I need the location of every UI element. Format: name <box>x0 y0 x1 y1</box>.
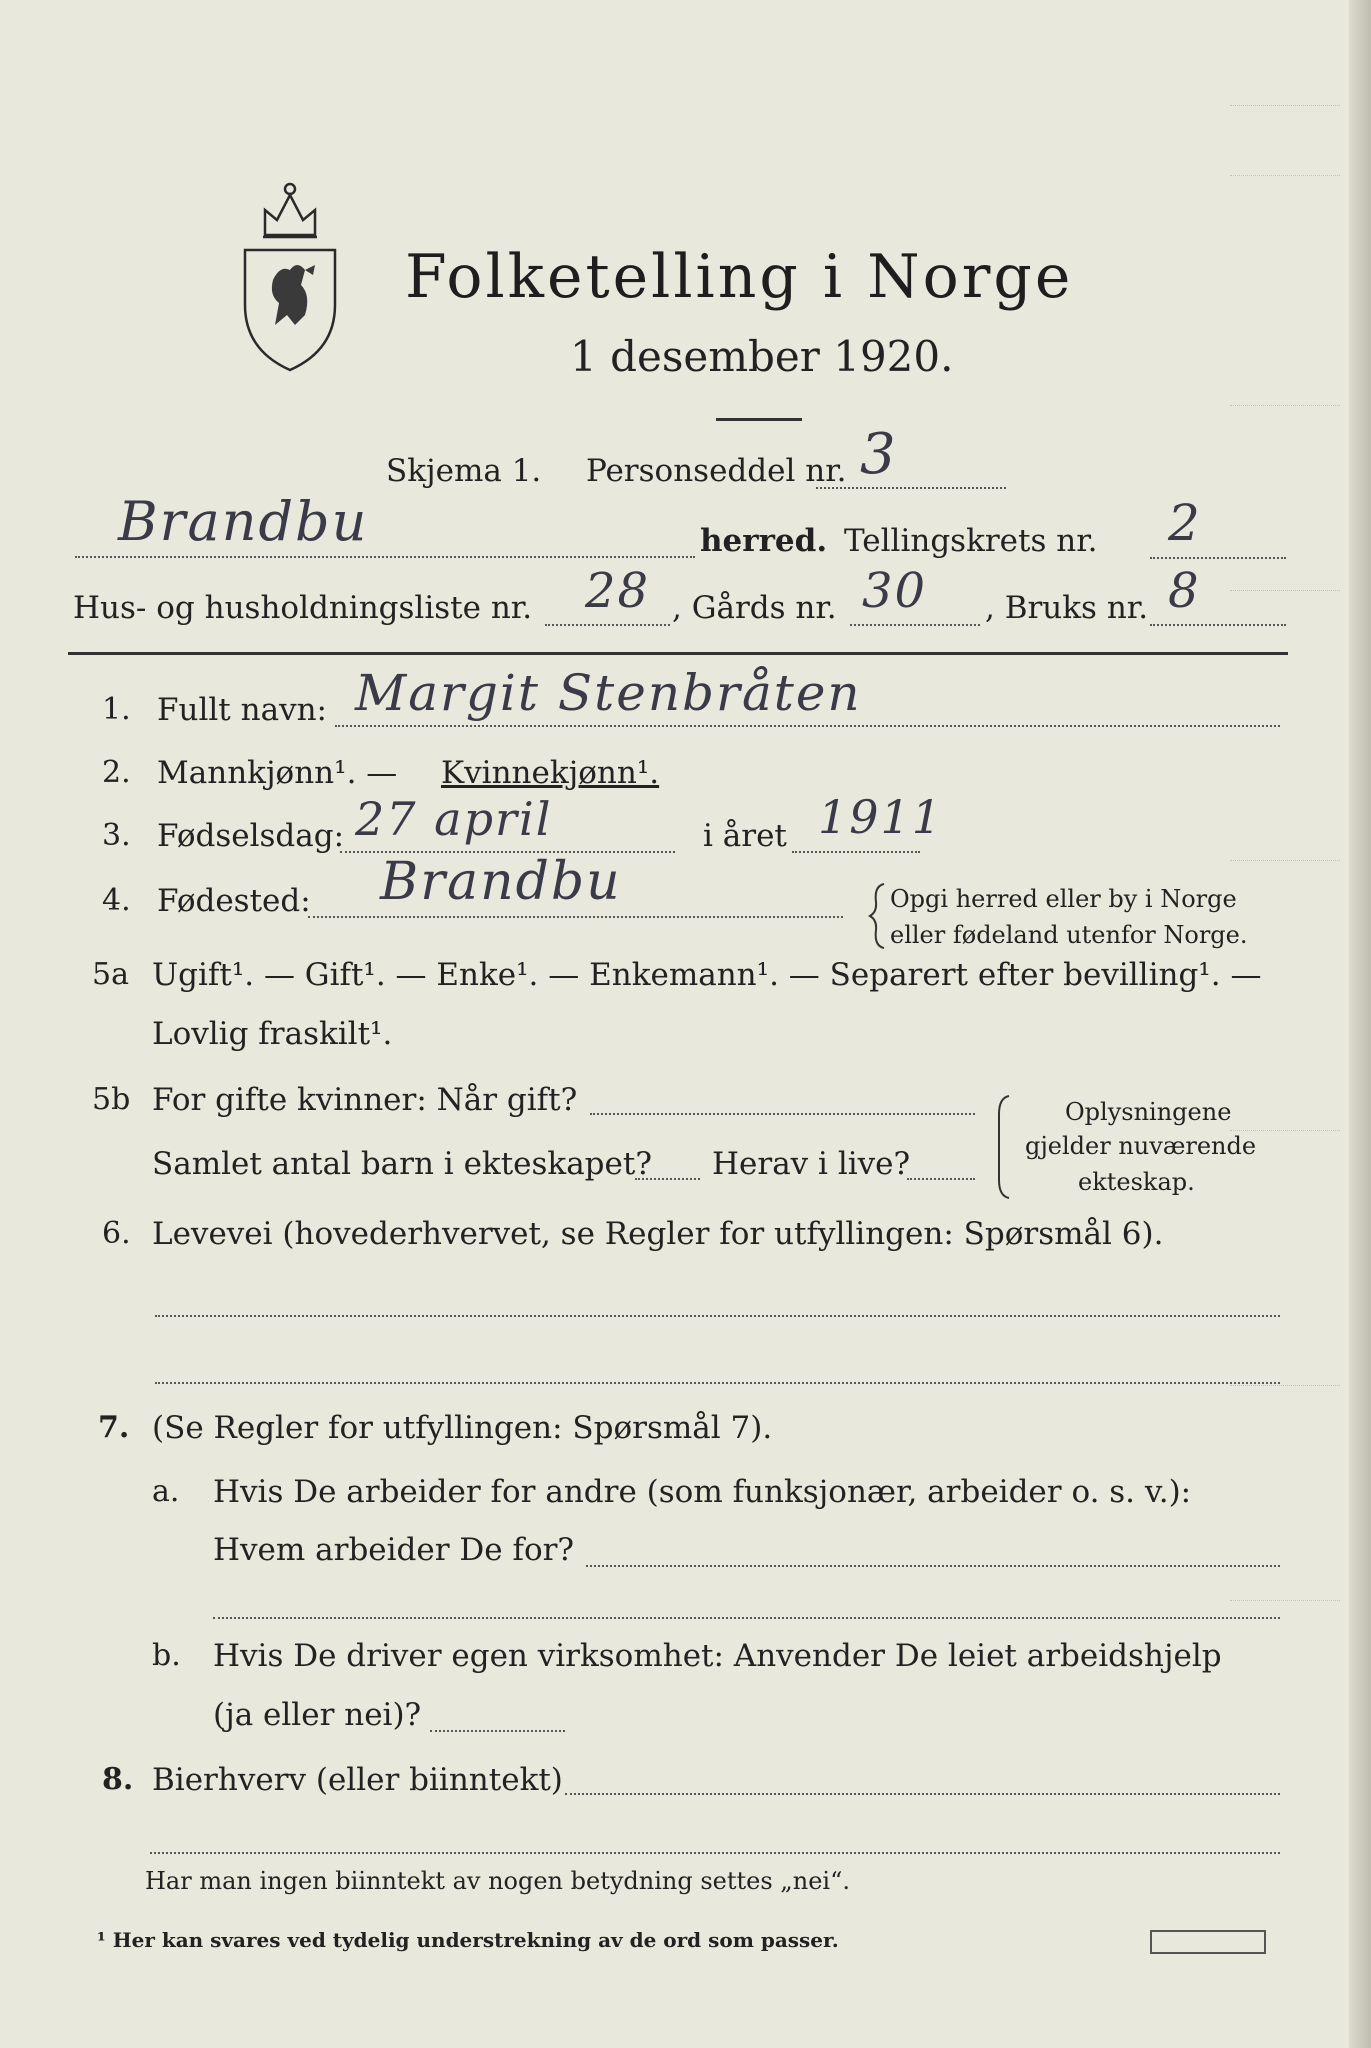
q8-number: 8. <box>102 1762 134 1797</box>
herred-value[interactable]: Brandbu <box>118 490 369 553</box>
q4-note-line1: Opgi herred eller by i Norge <box>890 885 1237 913</box>
q5b-note-line3: ekteskap. <box>1078 1168 1195 1196</box>
q7-number: 7. <box>98 1410 130 1445</box>
hus-value[interactable]: 28 <box>585 563 651 619</box>
q1-label: Fullt navn: <box>157 692 327 728</box>
q5a-line2: Lovlig fraskilt¹. <box>152 1016 393 1052</box>
bracket-icon <box>995 1094 1011 1200</box>
q8-line1[interactable] <box>565 1793 1280 1795</box>
form-date: 1 desember 1920. <box>570 332 954 381</box>
q7a-line[interactable] <box>586 1565 1280 1567</box>
tellingskrets-line <box>1150 557 1286 559</box>
q5a-line1: Ugift¹. — Gift¹. — Enke¹. — Enkemann¹. — Separert efter bevilling¹. — <box>152 957 1262 993</box>
q5b-children-line <box>635 1178 700 1180</box>
q6-line1[interactable] <box>155 1315 1280 1317</box>
hus-line <box>545 624 670 626</box>
q3-number: 3. <box>102 818 131 853</box>
q8-note: Har man ingen biinntekt av nogen betydning settes „nei“. <box>145 1867 850 1895</box>
q4-value[interactable]: Brandbu <box>380 852 622 912</box>
herred-label: herred. <box>700 523 828 559</box>
printer-stamp <box>1150 1930 1266 1954</box>
gards-line <box>850 624 980 626</box>
q7a-letter: a. <box>152 1474 180 1509</box>
q5b-line1: For gifte kvinner: Når gift? <box>152 1082 578 1118</box>
q4-line <box>308 916 843 918</box>
q7a-line1: Hvis De arbeider for andre (som funksjonær, arbeider o. s. v.): <box>213 1474 1192 1510</box>
q3-date-value[interactable]: 27 april <box>355 792 553 846</box>
q2-female-label[interactable]: Kvinnekjønn¹. <box>441 755 660 791</box>
q4-note-line2: eller fødeland utenfor Norge. <box>890 921 1248 949</box>
q8-label: Bierhverv (eller biinntekt) <box>152 1762 563 1798</box>
tellingskrets-value[interactable]: 2 <box>1168 494 1202 552</box>
footnote: ¹ Her kan svares ved tydelig understrekning av de ord som passer. <box>97 1928 839 1952</box>
q1-value[interactable]: Margit Stenbråten <box>355 664 862 722</box>
bruks-label: , Bruks nr. <box>985 590 1149 626</box>
q3-year-line <box>792 851 920 853</box>
q7b-letter: b. <box>152 1638 181 1673</box>
hus-label: Hus- og husholdningsliste nr. <box>73 590 533 626</box>
form-title: Folketelling i Norge <box>405 242 1074 312</box>
q5b-alive-line <box>907 1178 975 1180</box>
q7b-line1: Hvis De driver egen virksomhet: Anvender De leiet arbeidshjelp <box>213 1638 1222 1674</box>
personseddel-value[interactable]: 3 <box>860 422 898 487</box>
q2-male-label: Mannkjønn¹. — <box>157 755 398 791</box>
title-divider <box>716 418 802 421</box>
brace-icon <box>868 882 888 950</box>
header-divider <box>68 652 1288 655</box>
q7-label: (Se Regler for utfyllingen: Spørsmål 7). <box>152 1410 773 1446</box>
q6-label: Levevei (hovederhvervet, se Regler for utfyllingen: Spørsmål 6). <box>152 1216 1164 1252</box>
q5b-married-line <box>590 1113 975 1115</box>
q7b-line[interactable] <box>430 1730 565 1732</box>
tellingskrets-label: Tellingskrets nr. <box>844 523 1098 559</box>
q3-year-value[interactable]: 1911 <box>818 790 944 844</box>
q6-number: 6. <box>102 1216 131 1251</box>
q5b-note-line2: gjelder nuværende <box>1025 1132 1257 1160</box>
personseddel-label: Personseddel nr. <box>586 453 847 489</box>
q5b-number: 5b <box>92 1082 131 1117</box>
q1-line <box>335 725 1280 727</box>
q7a-line-extra[interactable] <box>213 1617 1280 1619</box>
q6-line2[interactable] <box>155 1382 1280 1384</box>
q5b-alive-label: Herav i live? <box>712 1146 911 1182</box>
q7a-line2: Hvem arbeider De for? <box>213 1532 575 1568</box>
q5b-note-line1: Oplysningene <box>1065 1098 1232 1126</box>
q1-number: 1. <box>102 692 131 727</box>
q2-number: 2. <box>102 755 131 790</box>
herred-line <box>75 556 695 558</box>
q4-number: 4. <box>102 883 131 918</box>
personseddel-line <box>816 487 1006 489</box>
schema-label: Skjema 1. <box>386 453 542 489</box>
bruks-value[interactable]: 8 <box>1168 563 1201 619</box>
q5a-number: 5a <box>92 957 129 992</box>
q8-line2[interactable] <box>150 1852 1280 1854</box>
q5b-children-label: Samlet antal barn i ekteskapet? <box>152 1146 652 1182</box>
q7b-line2: (ja eller nei)? <box>213 1697 422 1733</box>
q4-label: Fødested: <box>157 883 311 919</box>
gards-value[interactable]: 30 <box>862 563 928 619</box>
coat-of-arms-icon <box>235 175 345 375</box>
gards-label: , Gårds nr. <box>672 590 837 626</box>
q3-year-label: i året <box>703 818 787 854</box>
q3-label: Fødselsdag: <box>157 818 345 854</box>
bruks-line <box>1150 624 1286 626</box>
